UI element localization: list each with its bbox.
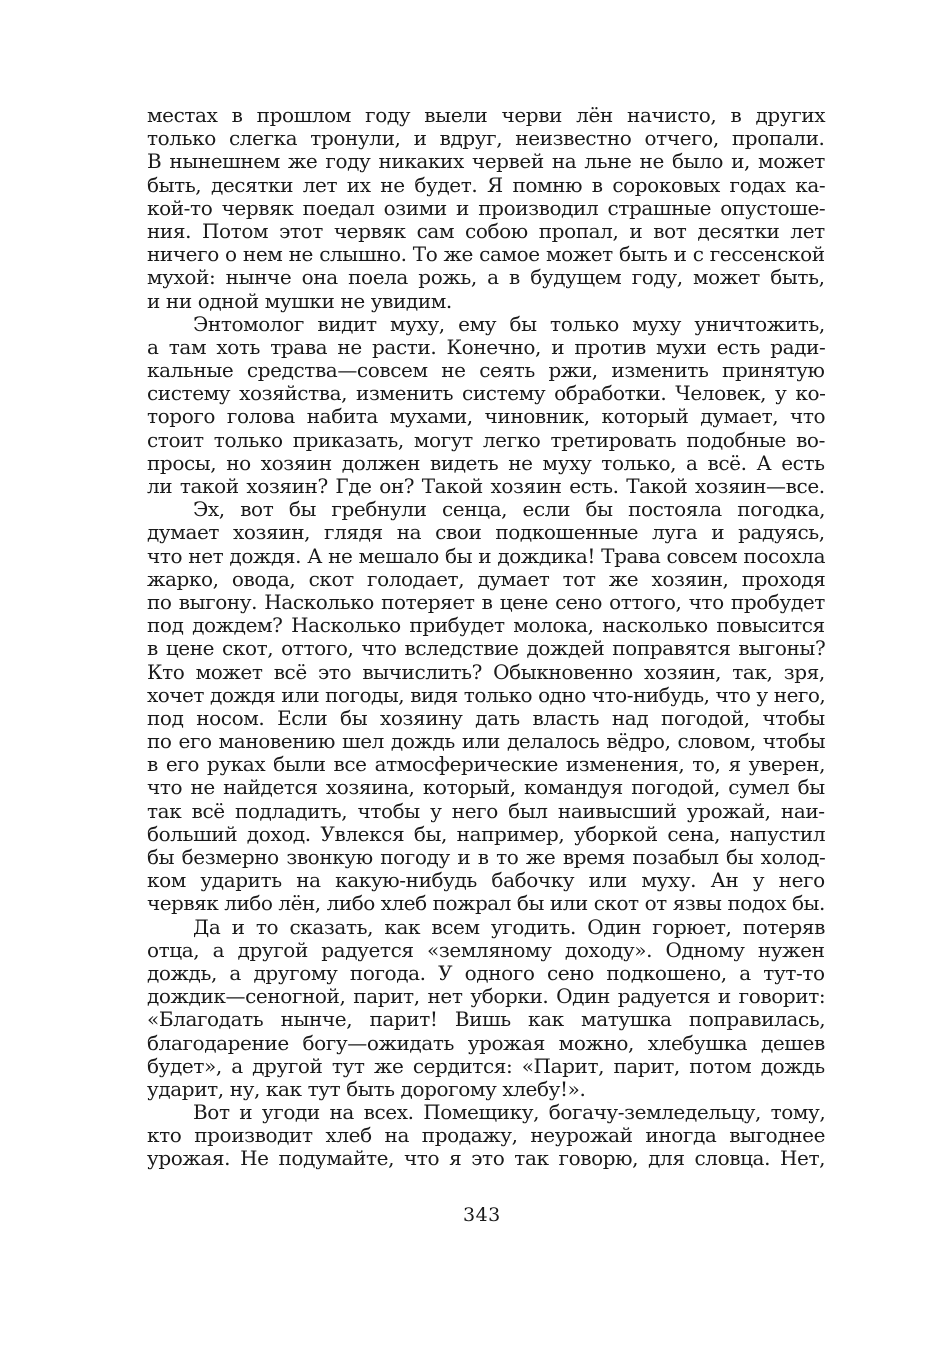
text-line: кто производит хлеб на продажу, неурожай иногда выгоднее (147, 1123, 826, 1148)
text-line: местах в прошлом году выели черви лён начисто, в других (147, 103, 826, 127)
text-line: Кто может всё это вычислить? Обыкновенно хозяин, так, зря, (147, 659, 825, 684)
text-line: кальные средства—совсем не сеять ржи, изменить принятую (147, 358, 825, 383)
text-line: кой-то червяк поедал озими и производил страшные опустоше- (147, 195, 826, 220)
text-line: мухой: нынче она поела рожь, а в будущем году, может быть, (147, 265, 825, 290)
text-line: так всё подладить, чтобы у него был наивысший урожай, наи- (147, 798, 825, 823)
text-line: по его мановению шел дождь или делалось вёдро, словом, чтобы (147, 729, 826, 754)
page-number: 343 (463, 1204, 501, 1226)
text-line: что нет дождя. А не мешало бы и дождика! Трава совсем посохла (147, 543, 826, 568)
text-line: ударит, ну, как тут быть дорогому хлебу!». (147, 1076, 586, 1101)
text-line: отца, а другой радуется «земляному доходу». Одному нужен (147, 937, 825, 962)
text-line: под носом. Если бы хозяину дать власть над погодой, чтобы (147, 705, 825, 730)
text-line: будет», а другой тут же сердится: «Парит, парит, потом дождь (147, 1053, 825, 1078)
text-line: ничего о нем не слышно. То же самое может быть и с гессенской (147, 242, 825, 267)
text-line: хочет дождя или погоды, видя только одно что-нибудь, что у него, (147, 682, 826, 707)
text-line: урожая. Не подумайте, что я это так говорю, для словца. Нет, (147, 1146, 826, 1171)
text-line: жарко, овода, скот голодает, думает тот же хозяин, проходя (147, 566, 826, 591)
text-line: а там хоть трава не расти. Конечно, и против мухи есть ради- (147, 334, 826, 359)
paragraph-first-line: Да и то сказать, как всем угодить. Один горюет, потеряв (193, 914, 825, 939)
text-line: по выгону. Насколько потеряет в цене сено оттого, что пробудет (147, 589, 825, 614)
text-line: В нынешнем же году никаких червей на льне не было и, может (147, 149, 825, 174)
text-line: быть, десятки лет их не будет. Я помню в сороковых годах ка- (147, 172, 826, 197)
text-line: в его руках были все атмосферические изменения, то, я уверен, (147, 752, 826, 777)
paragraph-first-line: Эх, вот бы гребнули сенца, если бы постояла погодка, (193, 497, 826, 522)
text-line: ком ударить на какую-нибудь бабочку или муху. Ан у него (147, 868, 825, 893)
body-text (147, 104, 825, 1171)
text-line: бы безмерно звонкую погоду и в то же время позабыл бы холод- (147, 845, 826, 869)
text-line: больший доход. Увлекся бы, например, уборкой сена, напустил (147, 821, 826, 846)
text-line: в цене скот, оттого, что вследствие дождей поправятся выгоны? (147, 636, 826, 661)
text-line: дождик—сеногной, парит, нет уборки. Один радуется и говорит: (147, 984, 826, 1009)
text-line: под дождем? Насколько прибудет молока, насколько повысится (147, 613, 825, 638)
text-line: червяк либо лён, либо хлеб пожрал бы или скот от язвы подох бы. (147, 891, 825, 916)
text-line: что не найдется хозяина, который, командуя погодой, сумел бы (147, 775, 825, 800)
text-line: и ни одной мушки не увидим. (147, 288, 452, 313)
paragraph-first-line: Вот и угоди на всех. Помещику, богачу-земледельцу, тому, (193, 1100, 826, 1125)
text-line: думает хозяин, глядя на свои подкошенные луга и радуясь, (147, 520, 825, 545)
text-line: ния. Потом этот червяк сам собою пропал, и вот десятки лет (147, 218, 825, 243)
paragraph-first-line: Энтомолог видит муху, ему бы только муху уничтожить, (193, 311, 825, 336)
text-line: торого голова набита мухами, чиновник, который думает, что (147, 404, 826, 429)
text-line: просы, но хозяин должен видеть не муху только, а всё. А есть (147, 450, 825, 475)
text-line: стоит только приказать, могут легко третировать подобные во- (147, 427, 825, 452)
text-line: систему хозяйства, изменить систему обработки. Человек, у ко- (147, 381, 826, 406)
text-line: дождь, а другому погода. У одного сено подкошено, а тут-то (147, 960, 825, 985)
text-line: только слегка тронули, и вдруг, неизвестно отчего, пропали. (147, 126, 825, 151)
text-line: ли такой хозяин? Где он? Такой хозяин есть. Такой хозяин—все. (147, 474, 825, 498)
text-line: «Благодать нынче, парит! Вишь как матушка поправилась, (147, 1007, 826, 1032)
text-line: благодарение богу—ожидать урожая можно, хлебушка дешев (147, 1030, 825, 1055)
